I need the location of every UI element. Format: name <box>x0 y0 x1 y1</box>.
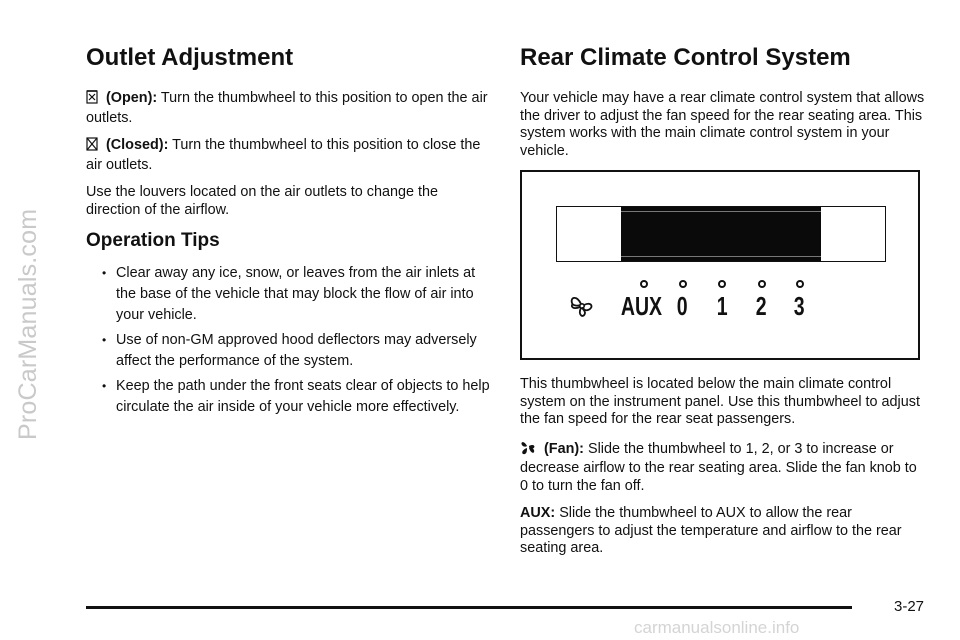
left-column <box>86 42 494 422</box>
intro-paragraph: Your vehicle may have a rear climate control system that allows the driver to adjust the fan speed for the rear seating area. This system works with the main climate control system in your vehicle. <box>520 90 925 159</box>
closed-text: Turn the thumbwheel to this position to close the air outlets. <box>86 137 481 173</box>
thumbwheel-knob <box>610 214 619 248</box>
position-marker <box>640 280 648 288</box>
operation-tips-list <box>86 263 494 418</box>
thumbwheel-illustration <box>520 170 920 360</box>
closed-paragraph <box>86 137 494 174</box>
fan-text: Slide the thumbwheel to 1, 2, or 3 to increase or decrease airflow to the rear seating area. Slide the fan knob to 0 to turn the fan off. <box>520 440 917 494</box>
list-item <box>86 263 494 326</box>
outlet-open-icon <box>86 90 98 110</box>
scale-label-1: 1 <box>716 291 728 321</box>
rear-climate-heading: Rear Climate Control System <box>520 44 851 71</box>
aux-paragraph <box>520 505 928 558</box>
tip-text: Keep the path under the front seats clear of objects to help circulate the air inside of your vehicle more effectively. <box>116 378 490 415</box>
bullet-icon: • <box>102 379 107 393</box>
open-label: (Open): <box>106 90 158 106</box>
thumbwheel-paragraph: This thumbwheel is located below the main climate control system on the instrument panel. Use this thumbwheel to adjust the fan speed for the rear seat passengers. <box>520 376 920 427</box>
open-text: Turn the thumbwheel to this position to open the air outlets. <box>86 90 488 126</box>
aux-text: Slide the thumbwheel to AUX to allow the rear passengers to adjust the temperature and airflow to the rear seating area. <box>520 505 902 556</box>
scale-label-2: 2 <box>755 291 767 321</box>
operation-tips-heading: Operation Tips <box>86 230 220 251</box>
scale-label-3: 3 <box>793 291 805 321</box>
fan-icon <box>520 439 536 461</box>
bullet-icon: • <box>102 333 107 347</box>
louvers-paragraph: Use the louvers located on the air outlets to change the direction of the airflow. <box>86 184 438 218</box>
closed-label: (Closed): <box>106 137 169 153</box>
list-item <box>86 330 494 372</box>
fan-paragraph <box>520 439 928 496</box>
tip-text: Clear away any ice, snow, or leaves from the air inlets at the base of the vehicle that may block the flow of air into your vehicle. <box>116 265 476 323</box>
page-number: 3-27 <box>894 598 925 615</box>
position-marker <box>758 280 766 288</box>
position-marker <box>796 280 804 288</box>
right-column <box>520 42 928 568</box>
watermark-procarmanuals: ProCarManuals.com <box>14 208 42 440</box>
outlet-adjustment-heading: Outlet Adjustment <box>86 44 294 71</box>
thumbwheel-housing <box>556 206 886 262</box>
scale-label-aux: AUX <box>620 291 663 321</box>
open-paragraph <box>86 90 494 127</box>
outlet-closed-icon <box>86 137 98 157</box>
list-item <box>86 376 494 418</box>
fan-icon <box>568 293 596 324</box>
aux-label: AUX: <box>520 505 556 521</box>
position-marker <box>718 280 726 288</box>
bullet-icon: • <box>102 266 107 280</box>
footer-rule <box>86 606 852 609</box>
scale-label-0: 0 <box>676 291 688 321</box>
fan-label: (Fan): <box>544 440 584 457</box>
thumbwheel-slot <box>621 207 821 261</box>
watermark-carmanualsonline: carmanualsonline.info <box>634 618 800 637</box>
tip-text: Use of non-GM approved hood deflectors may adversely affect the performance of the system. <box>116 332 477 369</box>
position-marker <box>679 280 687 288</box>
